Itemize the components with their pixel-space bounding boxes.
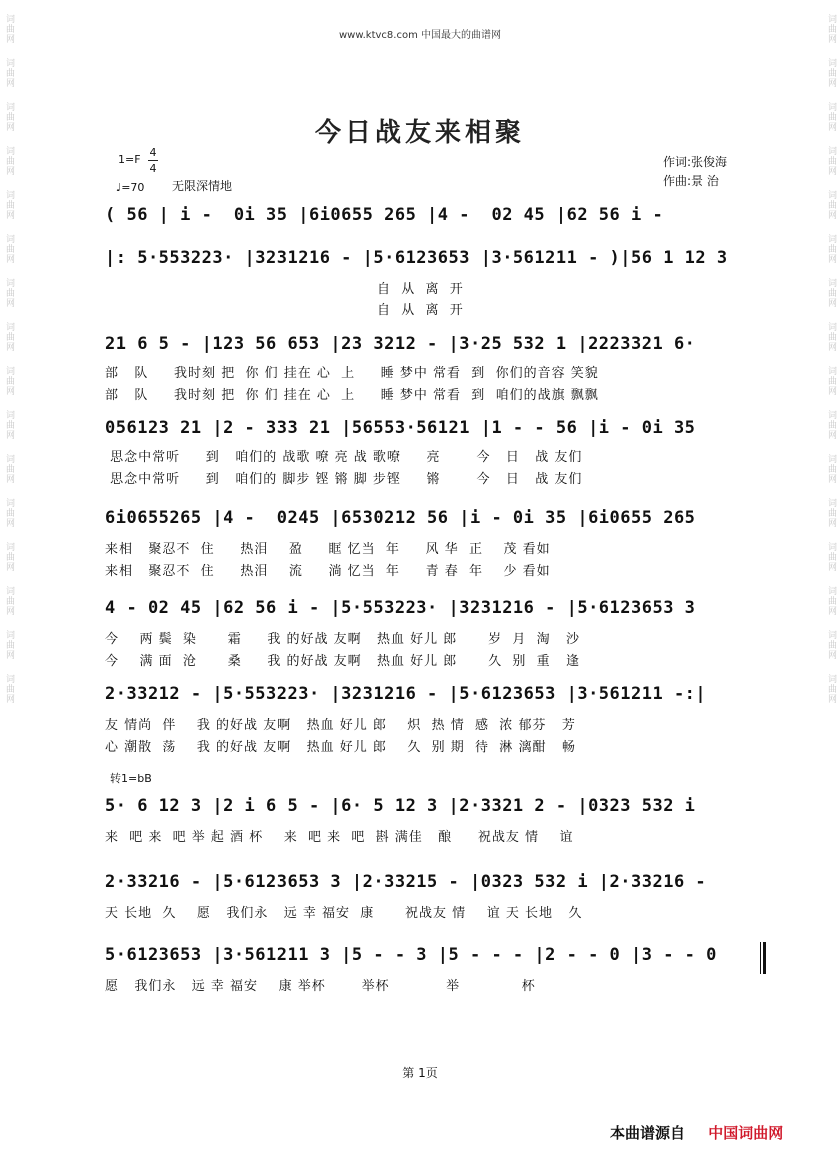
- watermark-text: 词曲网: [826, 630, 836, 660]
- watermark-text: 词曲网: [826, 234, 836, 264]
- watermark-text: 词曲网: [4, 674, 14, 704]
- time-sig-top: 4: [149, 146, 157, 159]
- watermark-text: 词曲网: [4, 366, 14, 396]
- watermark-text: 词曲网: [4, 542, 14, 572]
- watermark-text: 词曲网: [826, 586, 836, 616]
- notation-line: 21 6 5 - |123 56 653 |23 3212 - |3·25 532 1 |2223321 6·: [105, 334, 696, 354]
- right-watermark-strip: [822, 0, 840, 1169]
- watermark-text: 词曲网: [4, 454, 14, 484]
- watermark-text: 词曲网: [826, 146, 836, 176]
- lyric-line-2: 思念中常听 到 咱们的 脚步 铿 锵 脚 步铿 锵 今 日 战 友们: [105, 472, 583, 487]
- lyric-line-2: 自 从 离 开: [105, 303, 464, 318]
- watermark-text: 词曲网: [826, 14, 836, 44]
- watermark-text: 词曲网: [826, 542, 836, 572]
- source-label: 本曲谱源自: [610, 1124, 686, 1142]
- watermark-text: 词曲网: [826, 322, 836, 352]
- watermark-text: 词曲网: [4, 190, 14, 220]
- final-barline: [760, 942, 766, 974]
- watermark-text: 词曲网: [4, 630, 14, 660]
- page-number: 第 1页: [402, 1066, 438, 1080]
- watermark-text: 词曲网: [826, 498, 836, 528]
- watermark-text: 词曲网: [4, 322, 14, 352]
- notation-line: 2·33216 - |5·6123653 3 |2·33215 - |0323 532 i |2·33216 -: [105, 872, 707, 892]
- watermark-text: 词曲网: [826, 366, 836, 396]
- lyric-line-1: 今 两 鬓 染 霜 我 的好战 友啊 热血 好儿 郎 岁 月 淘 沙: [105, 632, 581, 647]
- lyric-line-1: 天 长地 久 愿 我们永 远 幸 福安 康 祝战友 情 谊 天 长地 久: [105, 906, 583, 921]
- lyric-line-1: 愿 我们永 远 幸 福安 康 举杯 举杯 举 杯: [105, 979, 536, 994]
- watermark-text: 词曲网: [826, 58, 836, 88]
- lyric-line-1: 部 队 我时刻 把 你 们 挂在 心 上 睡 梦中 常看 到 你们的音容 笑貌: [105, 366, 599, 381]
- notation-line: 4 - 02 45 |62 56 i - |5·553223· |3231216 - |5·6123653 3: [105, 598, 696, 618]
- notation-line: |: 5·553223· |3231216 - |5·6123653 |3·561211 - )|56 1 12 3: [105, 248, 728, 268]
- lyric-line-2: 心 潮散 荡 我 的好战 友啊 热血 好儿 郎 久 别 期 待 淋 漓酣 畅: [105, 740, 576, 755]
- lyricist: 作词:张俊海: [663, 155, 728, 169]
- watermark-text: 词曲网: [826, 454, 836, 484]
- composer: 作曲:景 治: [663, 174, 719, 188]
- notation-line: 5·6123653 |3·561211 3 |5 - - 3 |5 - - - |2 - - 0 |3 - - 0: [105, 945, 717, 965]
- watermark-text: 词曲网: [4, 498, 14, 528]
- watermark-text: 词曲网: [826, 674, 836, 704]
- lyric-line-2: 今 满 面 沧 桑 我 的好战 友啊 热血 好儿 郎 久 别 重 逢: [105, 654, 581, 669]
- watermark-text: 词曲网: [826, 102, 836, 132]
- notation-line: 2·33212 - |5·553223· |3231216 - |5·6123653 |3·561211 -:|: [105, 684, 707, 704]
- song-title: 今日战友来相聚: [314, 118, 525, 148]
- key-signature: 1=F: [118, 153, 141, 166]
- lyric-line-1: 思念中常听 到 咱们的 战歌 嘹 亮 战 歌嘹 亮 今 日 战 友们: [105, 450, 583, 465]
- lyric-line-1: 自 从 离 开: [105, 282, 464, 297]
- modulation-marking: 转1=bB: [110, 772, 152, 785]
- footer-source: [610, 1122, 783, 1143]
- watermark-text: 词曲网: [826, 278, 836, 308]
- watermark-text: 词曲网: [826, 190, 836, 220]
- watermark-text: 词曲网: [4, 14, 14, 44]
- lyric-line-2: 部 队 我时刻 把 你 们 挂在 心 上 睡 梦中 常看 到 咱们的战旗 飘飘: [105, 388, 599, 403]
- watermark-text: 词曲网: [4, 102, 14, 132]
- watermark-text: 词曲网: [4, 234, 14, 264]
- left-watermark-strip: [0, 0, 18, 1169]
- time-signature: [148, 146, 158, 175]
- notation-line: 6i0655265 |4 - 0245 |6530212 56 |i - 0i 35 |6i0655 265: [105, 508, 696, 528]
- lyric-line-1: 友 情尚 伴 我 的好战 友啊 热血 好儿 郎 炽 热 情 感 浓 郁芬 芳: [105, 718, 576, 733]
- watermark-text: 词曲网: [4, 586, 14, 616]
- lyric-line-2: 来相 聚忍不 住 热泪 流 淌 忆当 年 青 春 年 少 看如: [105, 564, 551, 579]
- watermark-text: 词曲网: [4, 410, 14, 440]
- site-header: www.ktvc8.com 中国最大的曲谱网: [338, 30, 501, 41]
- brand-link[interactable]: 中国词曲网: [708, 1124, 784, 1142]
- lyric-line-1: 来相 聚忍不 住 热泪 盈 眶 忆当 年 风 华 正 茂 看如: [105, 542, 551, 557]
- notation-line: 056123 21 |2 - 333 21 |56553·56121 |1 - - 56 |i - 0i 35: [105, 418, 696, 438]
- lyric-line-1: 来 吧 来 吧 举 起 酒 杯 来 吧 来 吧 斟 满佳 酿 祝战友 情 谊: [105, 830, 574, 845]
- expression-marking: 无限深情地: [172, 179, 233, 193]
- notation-line: 5· 6 12 3 |2 i 6 5 - |6· 5 12 3 |2·3321 2 - |0323 532 i: [105, 796, 696, 816]
- watermark-text: 词曲网: [4, 146, 14, 176]
- watermark-text: 词曲网: [4, 278, 14, 308]
- watermark-text: 词曲网: [4, 58, 14, 88]
- time-sig-bottom: 4: [149, 162, 157, 175]
- notation-line: ( 56 | i - 0i 35 |6i0655 265 |4 - 02 45 |62 56 i -: [105, 205, 674, 225]
- watermark-text: 词曲网: [826, 410, 836, 440]
- credits: [663, 153, 727, 191]
- tempo-marking: ♩=70: [116, 181, 145, 194]
